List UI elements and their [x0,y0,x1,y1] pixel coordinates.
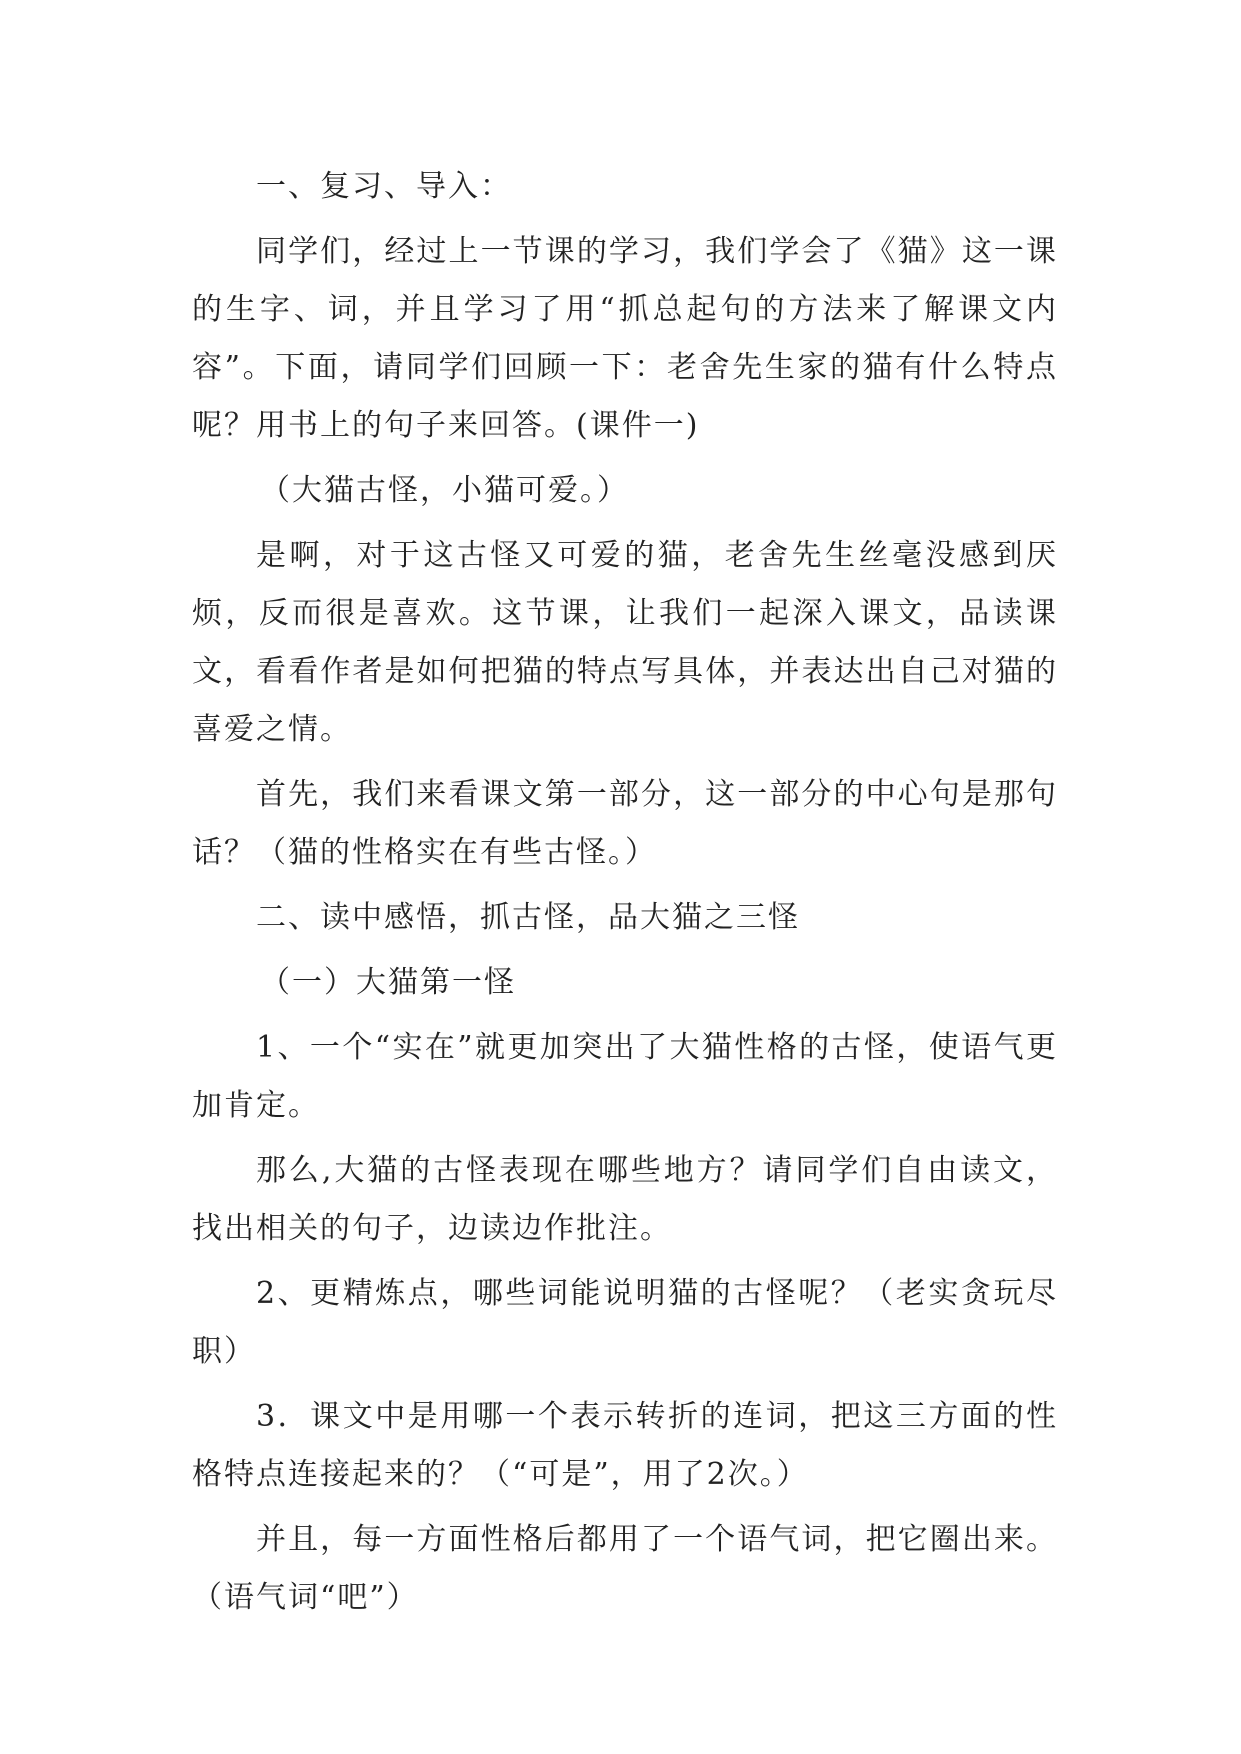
paragraph-intro: 同学们，经过上一节课的学习，我们学会了《猫》这一课的生字、词，并且学习了用“抓总起句的方法来了解课文内容”。下面，请同学们回顾一下：老舍先生家的猫有什么特点呢？用书上的句子来回答。(课件一) [192,234,1058,443]
paragraph-question: 那么,大猫的古怪表现在哪些地方？请同学们自由读文，找出相关的句子，边读边作批注。 [192,1153,1058,1246]
paragraph-item-3: 3．课文中是用哪一个表示转折的连词，把这三方面的性格特点连接起来的？（“可是”，用了2次。） [192,1399,1058,1492]
paragraph-item-2: 2、更精炼点，哪些词能说明猫的古怪呢？（老实贪玩尽职） [192,1276,1058,1369]
paragraph-particle: 并且，每一方面性格后都用了一个语气词，把它圈出来。（语气词“吧”） [192,1522,1058,1615]
paragraph-item-1: 1、一个“实在”就更加突出了大猫性格的古怪，使语气更加肯定。 [192,1030,1058,1123]
document-body [192,158,1058,1634]
paragraph-answer-1: （大猫古怪，小猫可爱。） [260,473,629,508]
paragraph-first-part: 首先，我们来看课文第一部分，这一部分的中心句是那句话？（猫的性格实在有些古怪。） [192,777,1058,870]
section-heading-reading: 二、读中感悟，抓古怪，品大猫之三怪 [256,900,800,935]
subsection-heading-first-oddity: （一）大猫第一怪 [260,965,516,1000]
section-heading-review: 一、复习、导入： [256,169,512,204]
paragraph-transition: 是啊，对于这古怪又可爱的猫，老舍先生丝毫没感到厌烦，反而很是喜欢。这节课，让我们一起深入课文，品读课文，看看作者是如何把猫的特点写具体，并表达出自己对猫的喜爱之情。 [192,538,1058,747]
